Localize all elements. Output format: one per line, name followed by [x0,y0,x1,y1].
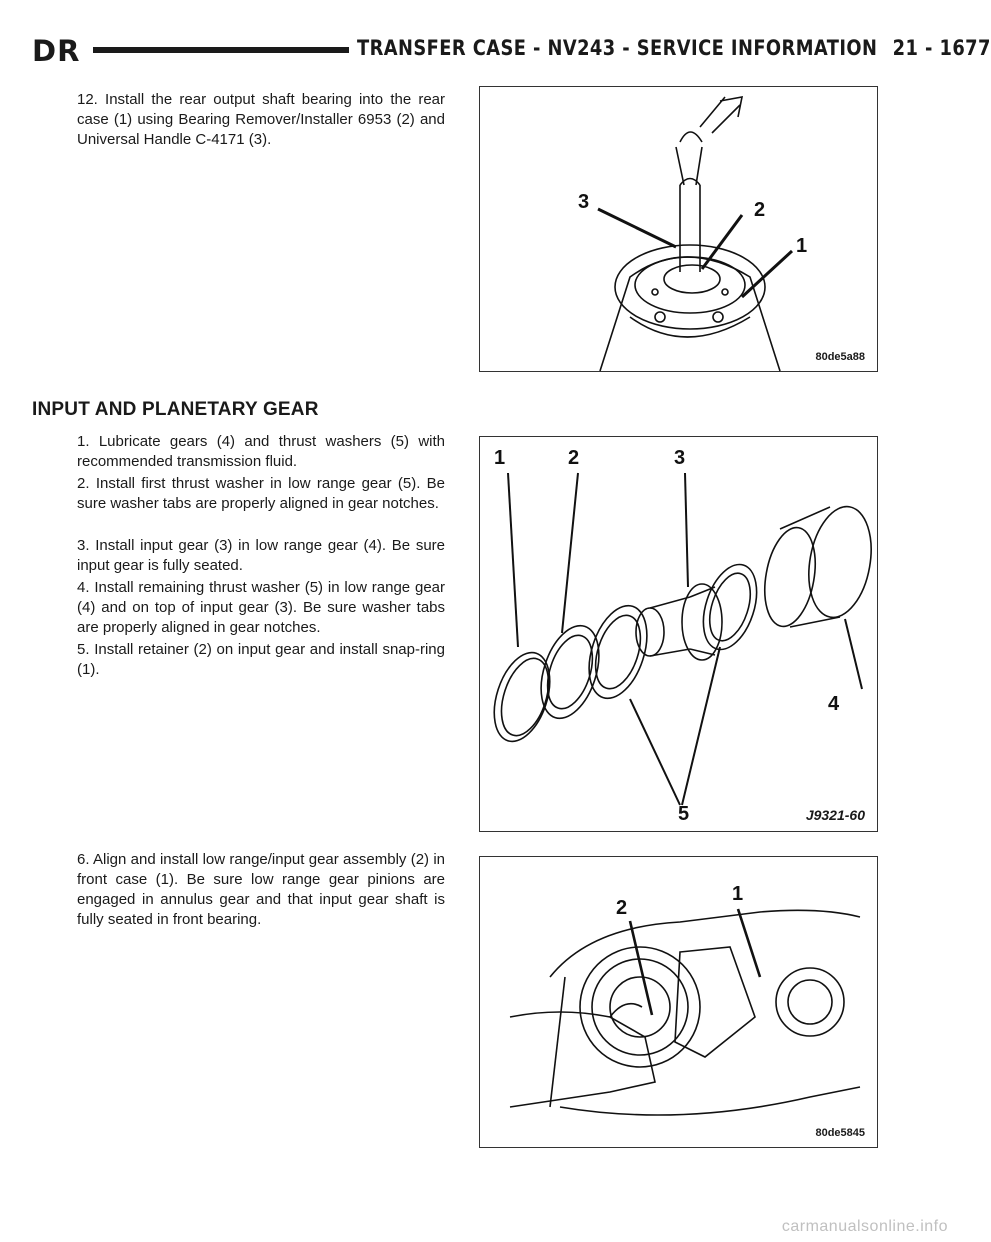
figure-gear-assembly-drawing [480,857,877,1147]
step-4: 4. Install remaining thrust washer (5) in low range gear (4) and on top of input gear (3). Be sure washer tabs are properly aligned in gear notches. [77,579,445,636]
header-rule [93,47,349,53]
figure-code: J9321-60 [805,807,865,823]
callout-2: 2 [754,199,766,221]
step-number: 1. [77,433,90,450]
callout-2: 2 [616,897,628,919]
callout-5: 5 [678,803,690,825]
callout-2: 2 [568,447,580,469]
step-5: 5. Install retainer (2) on input gear and install snap-ring (1). [77,641,445,678]
header-title-row [357,36,991,60]
callout-1: 1 [494,447,506,469]
callout-1: 1 [732,883,744,905]
figure-code: 80de5a88 [815,351,865,363]
step-number: 2. [77,475,90,492]
section-heading: INPUT AND PLANETARY GEAR [32,399,319,420]
step-number: 5. [77,641,90,658]
step-number: 12. [77,91,98,108]
step-3: 3. Install input gear (3) in low range gear (4). Be sure input gear is fully seated. [77,537,445,574]
figure-planetary-gear-drawing [480,437,877,831]
step-number: 4. [77,579,90,596]
callout-3: 3 [674,447,686,469]
figure-planetary-gear-exploded [479,436,878,832]
figure-bearing-install-drawing [480,87,877,371]
page-number: 21 - 1677 [892,36,991,60]
step-1: 1. Lubricate gears (4) and thrust washers (5) with recommended transmission fluid. [77,433,446,470]
step-number: 3. [77,537,90,554]
step-number: 6. [77,851,90,868]
figure-bearing-install [479,86,878,372]
step-text: 12. Install the rear output shaft bearing into the rear case (1) using Bearing Remover/Installer 6953 (2) and Universal Handle C-4171 (3). [77,91,446,148]
figure-gear-assembly-install [479,856,878,1148]
callout-3: 3 [578,191,590,213]
step-12 [50,90,445,150]
footer-watermark: carmanualsonline.info [781,1218,948,1235]
header-title: TRANSFER CASE - NV243 - SERVICE INFORMATION [357,36,878,60]
header-left-code: DR [32,34,81,68]
step-6: 6. Align and install low range/input gear assembly (2) in front case (1). Be sure low range gear pinions are engaged in annulus gear and that input gear shaft is fully seated in front bearing. [77,851,445,928]
figure-code: 80de5845 [815,1127,865,1139]
callout-4: 4 [828,693,840,715]
callout-1: 1 [796,235,808,257]
step-2: 2. Install first thrust washer in low range gear (5). Be sure washer tabs are properly aligned in gear notches. [77,475,446,512]
